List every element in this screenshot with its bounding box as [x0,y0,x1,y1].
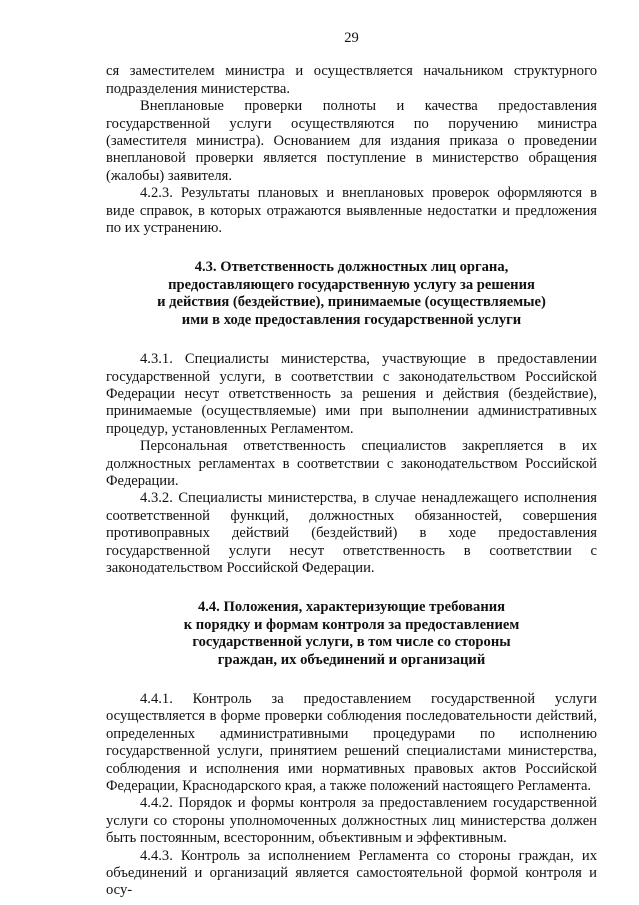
paragraph-4-4-2: 4.4.2. Порядок и формы контроля за предоставлением государственной услуги со стороны уполномоченных должностных лиц министерства должен быть постоянным, всесторонним, объективным и эффективным. [106,795,597,847]
heading-line: 4.4. Положения, характеризующие требования [197,599,506,616]
heading-line: предоставляющего государственную услугу за решения [168,276,535,293]
paragraph-unscheduled-inspections: Внеплановые проверки полноты и качества предоставления государственной услуги осуществляются по поручению министра (заместителя министра). Основанием для издания приказа о проведении внеплановой проверки является поступление в министерство обращения (жалобы) заявителя. [106,98,597,184]
heading-line: ими в ходе предоставления государственной услуги [181,311,522,328]
paragraph-4-2-3: 4.2.3. Результаты плановых и внеплановых проверок оформляются в виде справок, в которых отражаются выявленные недостатки и предложения по их устранению. [106,185,597,237]
paragraph-4-4-3: 4.4.3. Контроль за исполнением Регламента со стороны граждан, их объединений и организаций является самостоятельной формой контроля и осу- [106,847,597,899]
heading-line: к порядку и формам контроля за предоставлением [183,616,520,633]
section-heading-4-4 [106,599,597,669]
section-heading-4-3 [106,259,597,329]
paragraph-personal-responsibility: Персональная ответственность специалистов закрепляется в их должностных регламентах в соответствии с законодательством Российской Федерации. [106,438,597,489]
paragraph-4-4-1: 4.4.1. Контроль за предоставлением государственной услуги осуществляется в форме проверки соблюдения последовательности действий, определенных административными процедурами по исполнению государственной услуги, принятием решений специалистами министерства, соблюдения и исполнения ими нормативных правовых актов Российской Федерации, Краснодарского края, а также положений настоящего Регламента. [106,691,597,795]
page-number: 29 [344,30,359,46]
heading-line: государственной услуги, в том числе со стороны [192,634,511,651]
paragraph-4-3-1: 4.3.1. Специалисты министерства, участвующие в предоставлении государственной услуги, в соответствии с законодательством Российской Федерации несут ответственность за решения и действия (бездействие), принимаемые (осуществляемые) ими при выполнении административных процедур, установленных Регламентом. [106,351,597,437]
heading-line: граждан, их объединений и организаций [217,651,486,668]
heading-line: 4.3. Ответственность должностных лиц органа, [194,259,509,276]
heading-line: и действия (бездействие), принимаемые (осуществляемые) [157,294,546,311]
paragraph-4-3-2: 4.3.2. Специалисты министерства, в случае ненадлежащего исполнения соответственной функций, должностных обязанностей, совершения противоправных действий (бездействий) в ходе предоставления государственной услуги несут ответственность в соответствии с законодательством Российской Федерации. [106,490,597,576]
paragraph-continuation: ся заместителем министра и осуществляется начальником структурного подразделения министерства. [106,63,597,97]
